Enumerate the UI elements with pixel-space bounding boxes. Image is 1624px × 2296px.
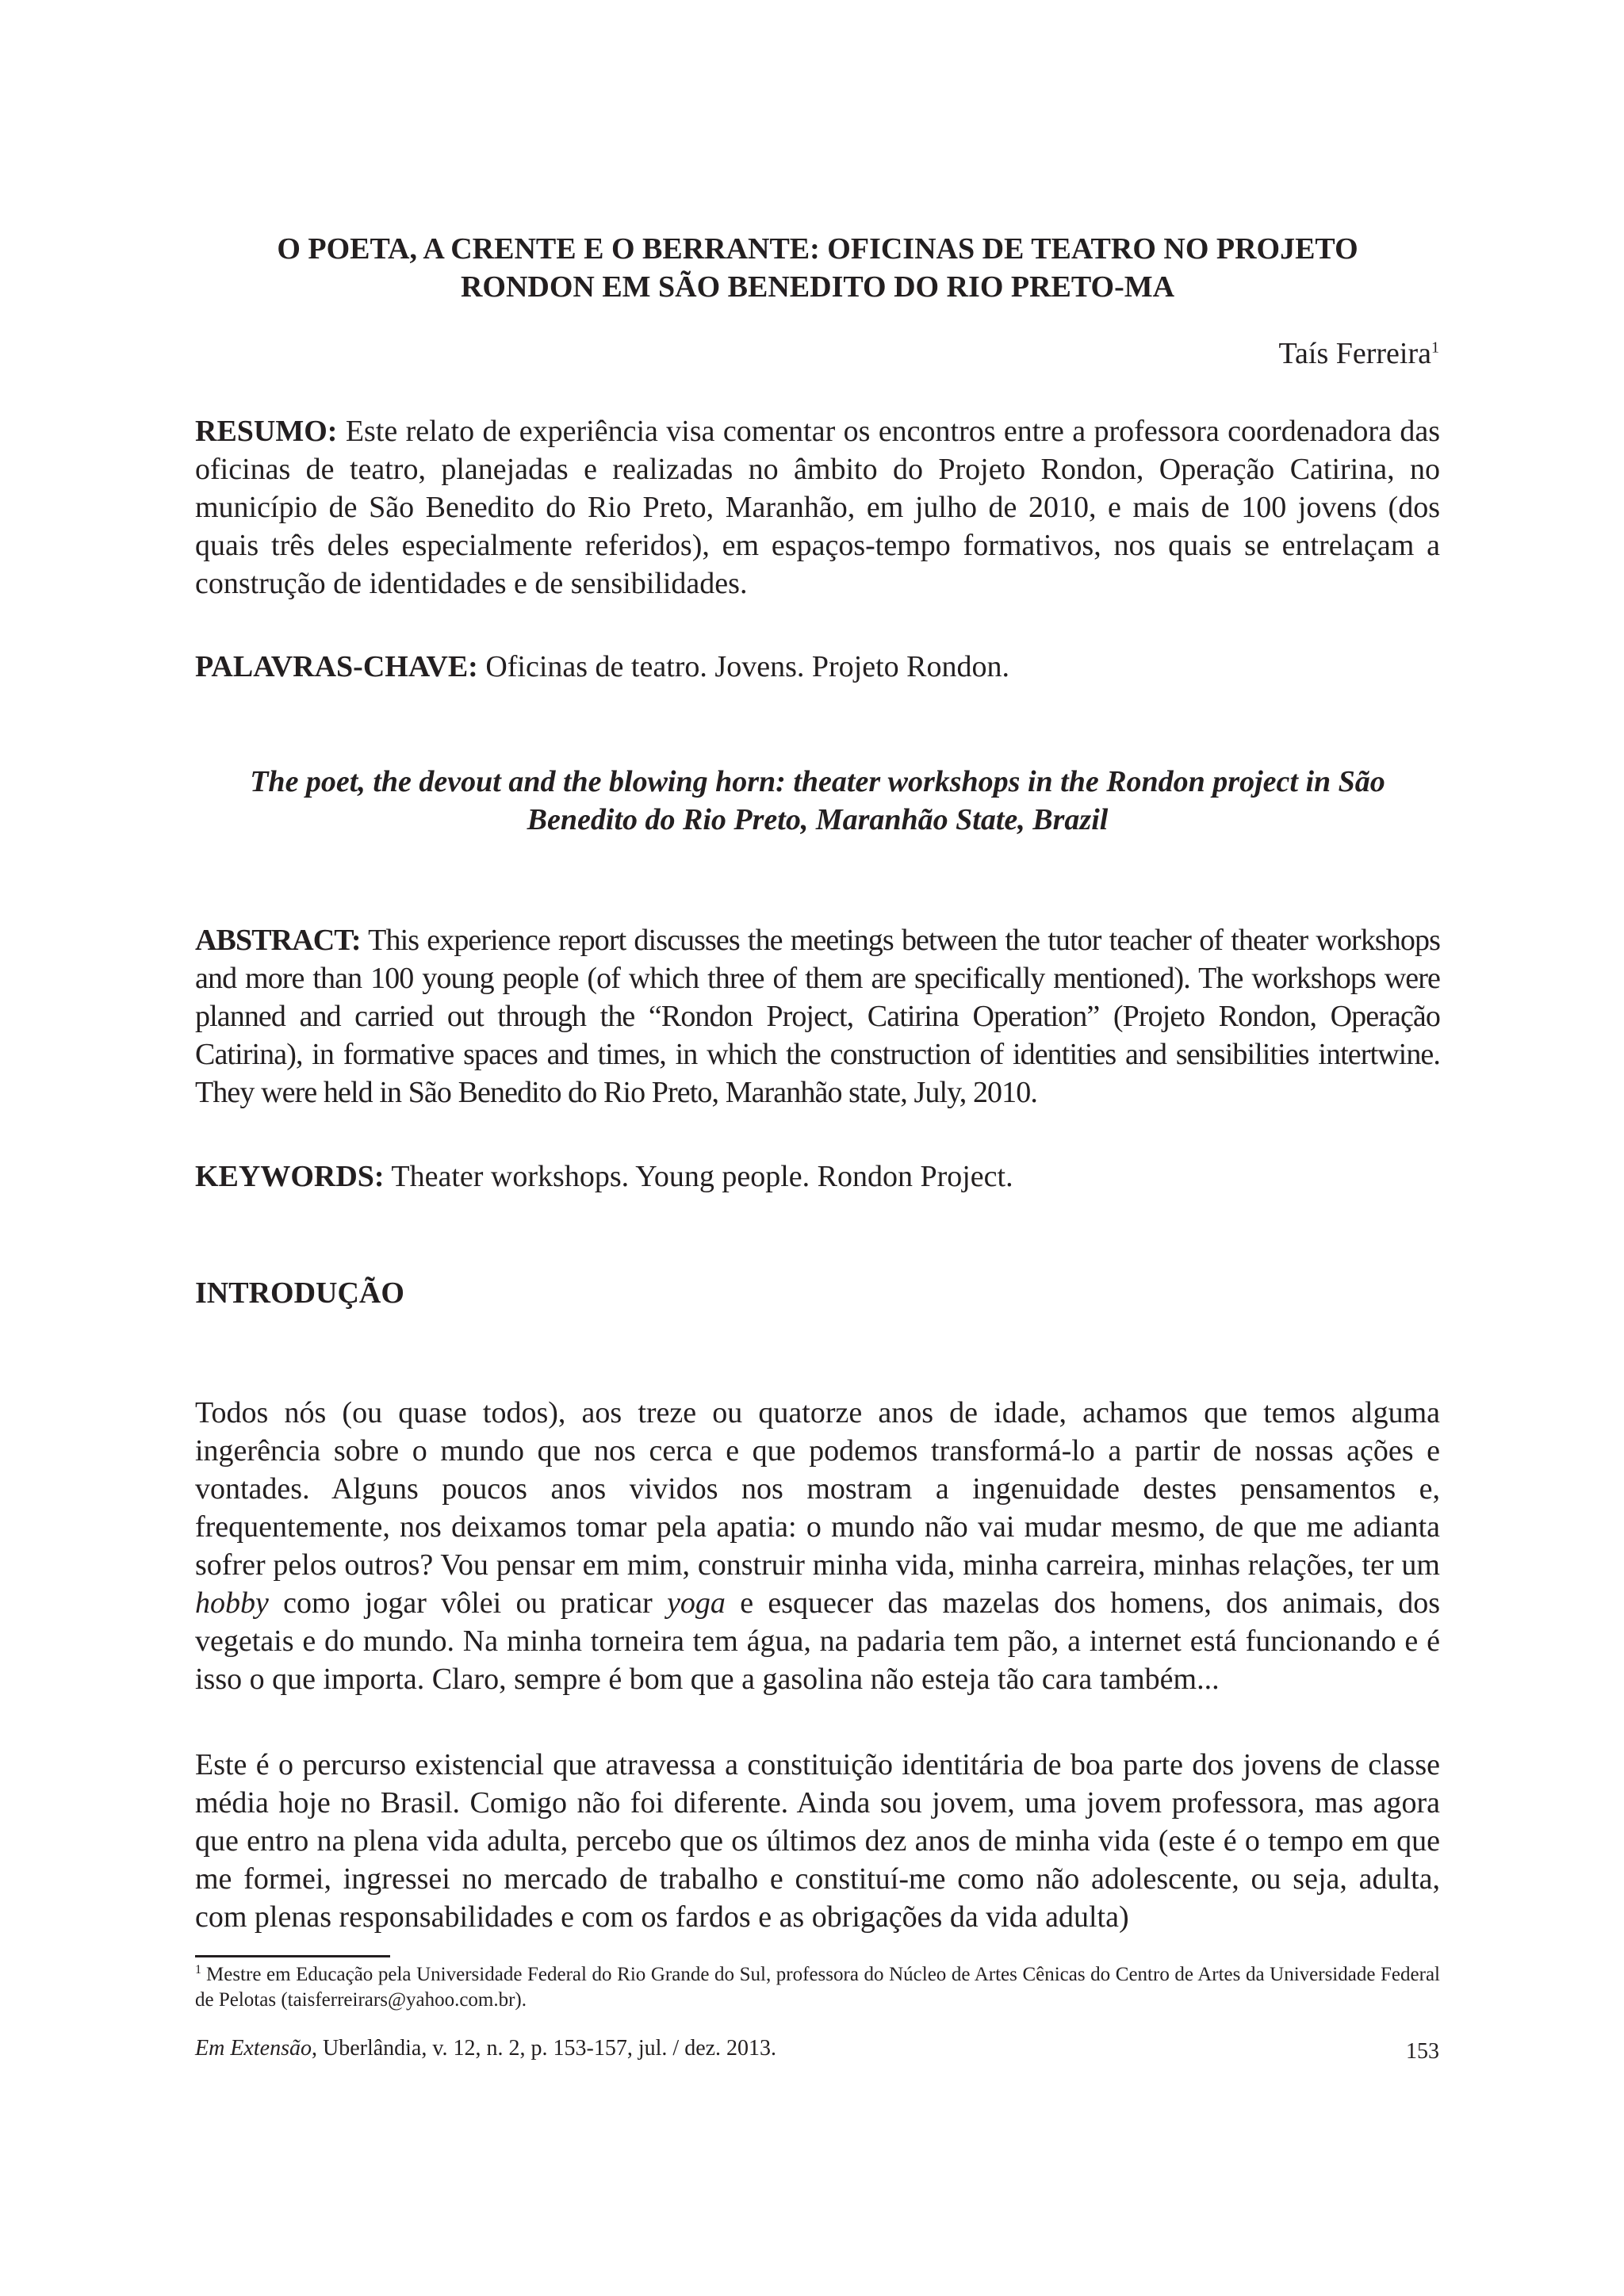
english-title (195, 763, 1440, 839)
resumo-paragraph (195, 412, 1440, 603)
abstract-text: This experience report discusses the meetings between the tutor teacher of theater workshops and more than 100 young people (of which three of them are specifically mentioned). The workshops were planned and carried out through the “Rondon Project, Catirina Operation” (Projeto Rondon, Operação Catirina), in formative spaces and times, in which the construction of identities and sensibilities intertwine. They were held in São Benedito do Rio Preto, Maranhão state, July, 2010. (195, 924, 1440, 1109)
footnote-text: Mestre em Educação pela Universidade Federal do Rio Grande do Sul, professora do Núcleo de Artes Cênicas do Centro de Artes da Universidade Federal de Pelotas (taisferreirars@yahoo.com.br). (195, 1964, 1440, 2011)
article-title-line-1: O POETA, A CRENTE E O BERRANTE: OFICINAS DE TEATRO NO PROJETO (277, 232, 1358, 266)
keywords-text: Theater workshops. Young people. Rondon Project. (391, 1160, 1013, 1193)
intro-paragraph-2: Este é o percurso existencial que atravessa a constituição identitária de boa parte dos jovens de classe média hoje no Brasil. Comigo não foi diferente. Ainda sou jovem, uma jovem professora, mas agora que entro na plena vida adulta, percebo que os últimos dez anos de minha vida (este é o tempo em que me formei, ingressei no mercado de trabalho e constituí-me como não adolescente, ou seja, adulta, com plenas responsabilidades e com os fardos e as obrigações da vida adulta) (195, 1748, 1440, 1934)
article-title-line-2: RONDON EM SÃO BENEDITO DO RIO PRETO-MA (460, 270, 1175, 304)
footnote-1 (195, 1962, 1440, 2013)
citation-details: , Uberlândia, v. 12, n. 2, p. 153-157, jul. / dez. 2013. (311, 2036, 777, 2061)
author-line (1278, 335, 1439, 373)
english-title-line-2: Benedito do Rio Preto, Maranhão State, Brazil (527, 803, 1109, 836)
resumo-text: Este relato de experiência visa comentar os encontros entre a professora coordenadora das oficinas de teatro, planejadas e realizadas no âmbito do Projeto Rondon, Operação Catirina, no município de São Benedito do Rio Preto, Maranhão, em julho de 2010, e mais de 100 jovens (dos quais três deles especialmente referidos), em espaços-tempo formativos, nos quais se entrelaçam a construção de identidades e de sensibilidades. (195, 415, 1440, 600)
resumo-label: RESUMO: (195, 415, 338, 448)
page-number: 153 (1406, 2039, 1439, 2064)
author-footnote-mark[interactable]: 1 (1431, 339, 1439, 357)
journal-name: Em Extensão (195, 2036, 312, 2061)
english-title-line-1: The poet, the devout and the blowing horn: theater workshops in the Rondon project in São (250, 765, 1385, 798)
abstract-paragraph (195, 921, 1440, 1112)
introducao-heading: INTRODUÇÃO (195, 1276, 404, 1310)
abstract-label: ABSTRACT: (195, 924, 361, 957)
footnote-mark: 1 (195, 1962, 201, 1976)
intro-p1-text-a: Todos nós (ou quase todos), aos treze ou quatorze anos de idade, achamos que temos alguma ingerência sobre o mundo que nos cerca e que podemos transformá-lo a partir de nossas ações e vontades. Alguns poucos anos vividos nos mostram a ingenuidade destes pensamentos e, frequentemente, nos deixamos tomar pela apatia: o mundo não vai mudar mesmo, de que me adianta sofrer pelos outros? Vou pensar em mim, construir minha vida, minha carreira, minhas relações, ter um (195, 1396, 1440, 1582)
keywords-label: KEYWORDS: (195, 1160, 385, 1193)
footnote-divider (195, 1955, 390, 1957)
palavras-chave-text: Oficinas de teatro. Jovens. Projeto Rondon. (485, 650, 1009, 683)
palavras-chave-paragraph (195, 648, 1440, 686)
author-name: Taís Ferreira (1278, 337, 1431, 370)
keywords-paragraph (195, 1158, 1440, 1196)
intro-p1-text-b: como jogar vôlei ou praticar (283, 1586, 653, 1620)
intro-p1-text-c: e esquecer das mazelas dos homens, dos animais, dos vegetais e do mundo. Na minha torneira tem água, na padaria tem pão, a internet está funcionando e é isso o que importa. Claro, sempre é bom que a gasolina não esteja tão cara também... (195, 1586, 1441, 1696)
intro-p1-hobby: hobby (195, 1586, 269, 1620)
intro-p1-yoga: yoga (667, 1586, 726, 1620)
intro-paragraph-1 (195, 1394, 1440, 1698)
article-title (195, 230, 1440, 306)
journal-citation (195, 2034, 776, 2063)
palavras-chave-label: PALAVRAS-CHAVE: (195, 650, 478, 683)
